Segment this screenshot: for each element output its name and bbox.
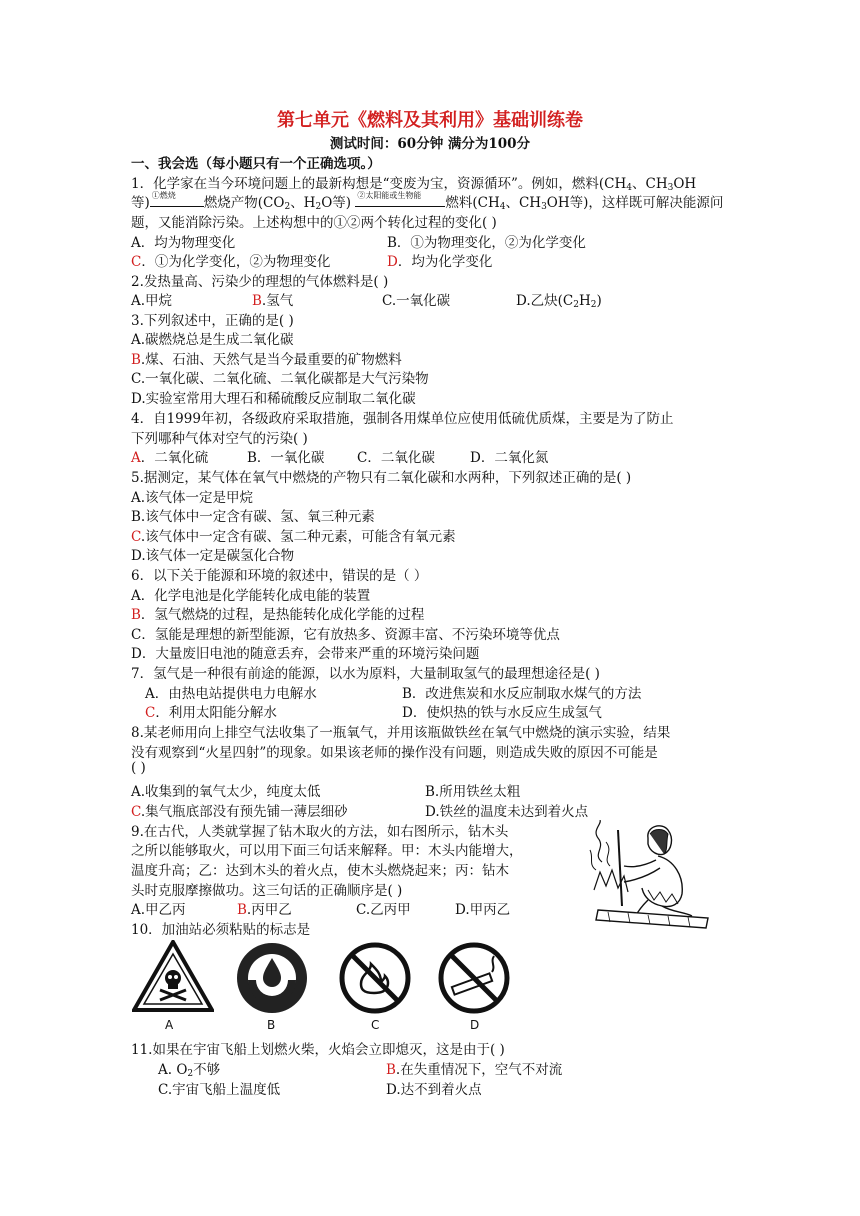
question-6-option-d: D．大量废旧电池的随意丢弃，会带来严重的环境污染问题: [131, 646, 480, 662]
question-4-option-a: A．二氧化硫: [131, 450, 209, 466]
question-11-option-b: B.在失重情况下，空气不对流: [386, 1062, 563, 1078]
question-8-option-c: C.集气瓶底部没有预先铺一薄层细砂: [131, 804, 348, 820]
question-1-line-1: 1．化学家在当今环境问题上的最新构想是“变废为宝，资源循环”。例如，燃料($CH_4$、$CH_3OH$: [131, 176, 697, 193]
sign-label-a: A: [165, 1018, 174, 1032]
question-10-stem: 10．加油站必须粘贴的标志是: [131, 922, 311, 938]
question-3-stem: 3.下列叙述中，正确的是( ): [131, 313, 294, 329]
question-9-line-2: 之所以能够取火，可以用下面三句话来解释。甲：木头内能增大，: [131, 843, 523, 859]
question-8-option-b: B.所用铁丝太粗: [425, 784, 521, 800]
question-11-option-d: D.达不到着火点: [386, 1082, 482, 1098]
question-1-option-d: D．均为化学变化: [387, 254, 493, 270]
reaction-arrow-2: ②太阳能或生物能: [355, 195, 445, 209]
question-2-stem: 2.发热量高、污染少的理想的气体燃料是( ): [131, 274, 389, 290]
question-3-option-b: B.煤、石油、天然气是当今最重要的矿物燃料: [131, 352, 402, 368]
question-11-option-a: A. $O_2$不够: [158, 1062, 221, 1079]
page-title: 第七单元《燃料及其利用》基础训练卷: [277, 110, 583, 131]
question-1-option-c: C．①为化学变化，②为物理变化: [131, 254, 331, 270]
reaction-arrow-1: ①燃烧: [150, 195, 204, 209]
sign-label-b: B: [267, 1018, 276, 1032]
sign-label-d: D: [470, 1018, 480, 1032]
question-8-option-a: A.收集到的氧气太少，纯度太低: [131, 784, 321, 800]
question-5-option-d: D.该气体一定是碳氢化合物: [131, 548, 295, 564]
question-8-line-1: 8.某老师用向上排空气法收集了一瓶氧气，并用该瓶做铁丝在氧气中燃烧的演示实验，结果: [131, 725, 671, 741]
question-5-option-c: C.该气体中一定含有碳、氢二种元素，可能含有氧元素: [131, 529, 456, 545]
question-8-line-2: 没有观察到“火星四射”的现象。如果该老师的操作没有问题，则造成失败的原因不可能是: [131, 745, 658, 761]
question-7-option-c: C．利用太阳能分解水: [145, 705, 277, 721]
question-1-line-2: 等) ①燃烧 燃烧产物($CO_2$、$H_2O$等) ②太阳能或生物能 燃料($CH_4$、$CH_3OH$等)，这样既可解决能源问: [131, 191, 724, 212]
question-4-option-b: B．一氧化碳: [247, 450, 325, 466]
question-5-option-b: B.该气体中一定含有碳、氢、氧三种元素: [131, 509, 375, 525]
question-2-option-c: C.一氧化碳: [382, 293, 451, 309]
question-1-option-a: A．均为物理变化: [131, 235, 236, 251]
no-fire-sign-icon: [337, 940, 413, 1016]
question-9-line-3: 温度升高；乙：达到木头的着火点，使木头燃烧起来；丙：钻木: [131, 863, 509, 879]
question-8-option-d: D.铁丝的温度未达到着火点: [425, 804, 589, 820]
toxic-warning-sign-icon: [132, 940, 214, 1012]
question-9-line-4: 头时克服摩擦做功。这三句话的正确顺序是( ): [131, 883, 403, 899]
question-2-option-b: B.氢气: [252, 293, 294, 309]
question-3-option-a: A.碳燃烧总是生成二氧化碳: [131, 332, 294, 348]
question-1-line-3: 题，又能消除污染。上述构想中的①②两个转化过程的变化( ): [131, 215, 497, 231]
question-4-line-2: 下列哪种气体对空气的污染( ): [131, 431, 308, 447]
question-6-stem: 6．以下关于能源和环境的叙述中，错误的是（ ）: [131, 568, 428, 584]
question-9-option-b: B.丙甲乙: [237, 902, 292, 918]
sign-label-c: C: [371, 1018, 380, 1032]
question-5-option-a: A.该气体一定是甲烷: [131, 490, 254, 506]
question-9-line-1: 9.在古代，人类就掌握了钻木取火的方法，如右图所示，钻木头: [131, 824, 509, 840]
question-11-stem: 11.如果在宇宙飞船上划燃火柴，火焰会立即熄灭，这是由于( ): [131, 1042, 505, 1058]
drilling-wood-fire-illustration: [588, 820, 720, 932]
question-4-option-d: D．二氧化氮: [470, 450, 549, 466]
question-4-line-1: 4．自1999年初，各级政府采取措施，强制各用煤单位应使用低硫优质煤，主要是为了防止: [131, 411, 674, 427]
question-7-option-d: D．使炽热的铁与水反应生成氢气: [402, 705, 602, 721]
question-3-option-d: D.实验室常用大理石和稀硫酸反应制取二氧化碳: [131, 391, 416, 407]
page-subtitle: 测试时间：60分钟 满分为100分: [329, 136, 531, 152]
question-7-option-b: B．改进焦炭和水反应制取水煤气的方法: [402, 686, 642, 702]
question-9-option-d: D.甲丙乙: [455, 902, 511, 918]
question-5-stem: 5.据测定，某气体在氧气中燃烧的产物只有二氧化碳和水两种，下列叙述正确的是( ): [131, 470, 632, 486]
question-9-option-a: A.甲乙丙: [131, 902, 186, 918]
question-4-option-c: C．二氧化碳: [357, 450, 435, 466]
question-9-option-c: C.乙丙甲: [356, 902, 411, 918]
no-smoking-sign-icon: [436, 940, 512, 1016]
water-drop-sign-icon: [234, 940, 310, 1016]
question-6-option-b: B．氢气燃烧的过程，是热能转化成化学能的过程: [131, 607, 425, 623]
question-6-option-a: A．化学电池是化学能转化成电能的装置: [131, 588, 371, 604]
question-7-stem: 7．氢气是一种很有前途的能源，以水为原料，大量制取氢气的最理想途径是( ): [131, 666, 600, 682]
question-2-option-a: A.甲烷: [131, 293, 173, 309]
question-8-line-3: ( ): [131, 760, 146, 776]
question-3-option-c: C.一氧化碳、二氧化硫、二氧化碳都是大气污染物: [131, 371, 429, 387]
question-1-option-b: B．①为物理变化，②为化学变化: [387, 235, 586, 251]
question-2-option-d: D.乙炔$(C_2H_2)$: [516, 293, 602, 310]
section-heading: 一、我会选（每小题只有一个正确选项。）: [131, 156, 381, 172]
question-6-option-c: C．氢能是理想的新型能源，它有放热多、资源丰富、不污染环境等优点: [131, 627, 560, 643]
question-11-option-c: C.宇宙飞船上温度低: [158, 1082, 281, 1098]
question-7-option-a: A．由热电站提供电力电解水: [145, 686, 317, 702]
